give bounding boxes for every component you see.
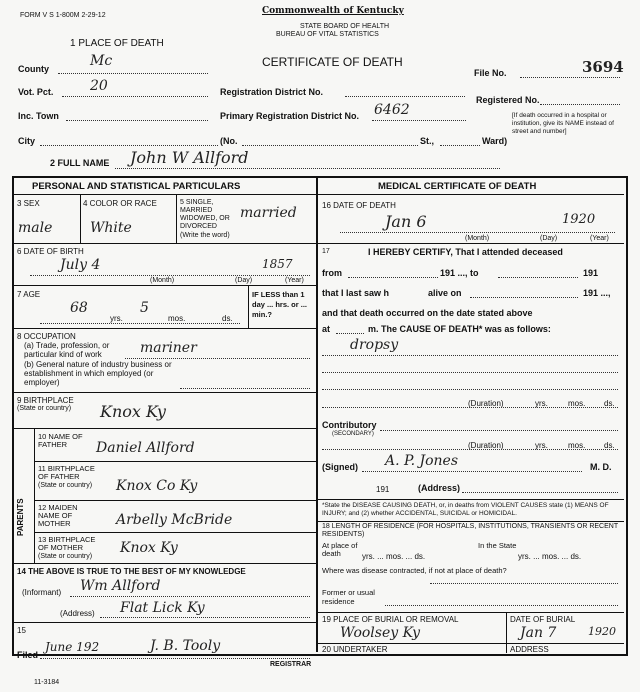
duration-yrs-label-2: yrs. — [535, 441, 548, 450]
mother-maiden-name-label: 12 MAIDEN NAME OF MOTHER — [38, 503, 78, 528]
informant-address-line — [100, 617, 310, 618]
death-year-label: (Year) — [590, 235, 609, 242]
residence-length-label: 18 LENGTH OF RESIDENCE (FOR HOSPITALS, INSTITUTIONS, TRANSIENTS OR RECENT RESIDENTS) — [322, 523, 618, 538]
marital-label: 5 SINGLE, MARRIED WIDOWED, OR DIVORCED — [180, 199, 230, 230]
to-year-suffix: 191 — [583, 268, 599, 278]
father-name-label: 10 NAME OF FATHER — [38, 432, 83, 449]
death-occurred-statement: and that death occurred on the date stated above — [322, 308, 533, 318]
occupation-label: 8 OCCUPATION — [17, 332, 76, 341]
physician-address-label: (Address) — [418, 483, 461, 493]
undertaker-address-label: ADDRESS — [510, 645, 549, 654]
disease-contracted-line — [430, 583, 618, 584]
if-less-than-day-label: IF LESS than 1 day ... hrs. or ... min.? — [252, 290, 308, 319]
rule-1 — [14, 243, 316, 244]
sex-color-divider — [80, 195, 81, 243]
rule-r5 — [318, 643, 624, 644]
age-years-value: 68 — [70, 300, 88, 316]
in-state-units: yrs. ... mos. ... ds. — [518, 552, 582, 561]
duration-label-2: (Duration) — [468, 441, 504, 450]
age-ds-label: ds. — [222, 314, 233, 323]
full-name-label: 2 FULL NAME — [50, 158, 110, 168]
ward-label: Ward) — [482, 136, 508, 146]
signed-label: (Signed) — [322, 462, 358, 472]
street-line — [242, 145, 418, 146]
death-date-value: Jan 6 — [385, 212, 427, 231]
certify-statement: I HEREBY CERTIFY, That I attended deceased — [368, 247, 563, 257]
at-label: at — [322, 324, 331, 334]
death-day-label: (Day) — [540, 235, 558, 242]
color-label: 4 COLOR OR RACE — [83, 199, 157, 208]
informant-value: Wm Allford — [80, 578, 161, 594]
file-no-line — [520, 77, 620, 78]
burial-place-value: Woolsey Ky — [340, 625, 421, 641]
parents-divider — [34, 429, 35, 564]
age-divider — [248, 286, 249, 328]
rule-4 — [14, 392, 316, 393]
rule-3 — [14, 328, 316, 329]
informant-address-label: (Address) — [60, 609, 95, 618]
death-year-value: 1920 — [562, 212, 596, 227]
medical-section-heading: MEDICAL CERTIFICATE OF DEATH — [378, 181, 537, 192]
physician-signature: A. P. Jones — [385, 453, 459, 469]
mother-birthplace-label: 13 BIRTHPLACE OF MOTHER — [38, 535, 96, 552]
burial-divider — [506, 613, 507, 653]
duration-label-1: (Duration) — [468, 399, 504, 408]
color-value: White — [90, 220, 132, 236]
father-birthplace-value: Knox Co Ky — [116, 478, 198, 494]
full-name-value: John W Allford — [130, 148, 249, 167]
secondary-label: (SECONDARY) — [332, 431, 374, 437]
filed-label: Filed — [17, 650, 39, 660]
at-place-of-death-label: At place of death — [322, 541, 358, 558]
former-residence-line — [385, 605, 618, 606]
birthplace-value: Knox Ky — [100, 402, 166, 421]
duration-line-1 — [322, 407, 618, 408]
in-state-label: In the State — [478, 541, 517, 550]
rule-10 — [14, 622, 316, 623]
certify-number: 17 — [322, 248, 330, 255]
occupation-b-line — [180, 388, 310, 389]
age-mos-label: mos. — [168, 314, 186, 323]
dob-month-label: (Month) — [150, 277, 175, 284]
mother-birthplace-value: Knox Ky — [120, 540, 178, 556]
full-name-line — [115, 168, 500, 169]
cause-line-2 — [322, 372, 618, 373]
to-line — [498, 277, 578, 278]
bureau-label: BUREAU OF VITAL STATISTICS — [276, 31, 379, 38]
footer-code: 11-3184 — [34, 679, 60, 686]
at-place-units: yrs. ... mos. ... ds. — [362, 552, 426, 561]
rule-2 — [14, 285, 316, 286]
cause-of-death-label: m. The CAUSE OF DEATH* was as follows: — [368, 324, 551, 334]
md-label: M. D. — [590, 462, 612, 472]
death-month-label: (Month) — [465, 235, 490, 242]
rule-r3 — [318, 521, 624, 522]
vot-pct-line — [62, 96, 208, 97]
section-header-rule — [14, 194, 624, 195]
cause-of-death-value: dropsy — [350, 337, 399, 353]
contributory-line — [380, 430, 618, 431]
sex-label: 3 SEX — [17, 199, 40, 208]
dob-year-value: 1857 — [262, 257, 293, 271]
physician-address-line — [462, 492, 618, 493]
primary-district-line — [372, 120, 466, 121]
file-no-value: 3694 — [582, 58, 624, 76]
duration-yrs-label-1: yrs. — [535, 399, 548, 408]
registration-district-label: Registration District No. — [220, 87, 324, 97]
rule-r4 — [318, 612, 624, 613]
registered-no-label: Registered No. — [476, 95, 540, 105]
color-marital-divider — [176, 195, 177, 243]
duration-mos-label-1: mos. — [568, 399, 586, 408]
registered-no-line — [540, 104, 620, 105]
registrar-label: REGISTRAR — [270, 661, 312, 668]
rule-7 — [35, 500, 316, 501]
place-of-death-heading: 1 PLACE OF DEATH — [70, 38, 164, 49]
informant-line — [70, 596, 310, 597]
father-name-value: Daniel Allford — [96, 440, 195, 456]
form-id: FORM V S 1-800M 2-29-12 — [20, 12, 106, 19]
duration-ds-label-1: ds. — [604, 399, 615, 408]
center-divider — [316, 178, 318, 652]
dob-label: 6 DATE OF BIRTH — [17, 247, 84, 256]
inc-town-label: Inc. Town — [18, 111, 59, 121]
filed-line — [40, 658, 310, 659]
county-label: County — [18, 64, 49, 74]
hospital-note: [If death occurred in a hospital or institution, give its NAME instead of street and number] — [512, 112, 614, 135]
rule-8 — [35, 532, 316, 533]
occupation-a-label: (a) Trade, profession, or particular kind of work — [24, 341, 110, 359]
last-saw-label: that I last saw h — [322, 288, 390, 298]
birthplace-note: (State or country) — [17, 405, 72, 412]
to-label: 191 ..., to — [440, 268, 479, 278]
city-line — [40, 145, 218, 146]
signed-line — [362, 471, 582, 472]
registrar-value: J. B. Tooly — [150, 638, 221, 654]
city-label: City — [18, 136, 36, 146]
birthplace-label: 9 BIRTHPLACE — [17, 396, 74, 405]
certificate-title: CERTIFICATE OF DEATH — [262, 55, 403, 69]
mother-birthplace-note: (State or country) — [38, 553, 93, 560]
ward-line — [440, 145, 480, 146]
informant-address-value: Flat Lick Ky — [120, 600, 205, 616]
cause-footnote: *State the DISEASE CAUSING DEATH, or, in deaths from VIOLENT CAUSES state (1) MEANS OF INJURY; and (2) whether ACCIDENTAL, SUICIDAL or HOMICIDAL. — [322, 502, 609, 517]
death-date-line — [340, 232, 615, 233]
alive-year-suffix: 191 ..., — [583, 288, 611, 298]
father-birthplace-note: (State or country) — [38, 482, 93, 489]
rule-9 — [14, 563, 316, 564]
personal-section-heading: PERSONAL AND STATISTICAL PARTICULARS — [32, 181, 241, 192]
age-label: 7 AGE — [17, 290, 41, 299]
former-residence-label: Former or usual residence — [322, 588, 375, 606]
street-number-label: (No. — [220, 136, 238, 146]
marital-value: married — [240, 205, 297, 221]
dob-day-label: (Day) — [235, 277, 253, 284]
informant-heading: 14 THE ABOVE IS TRUE TO THE BEST OF MY KNOWLEDGE — [17, 567, 246, 576]
state-board-label: STATE BOARD OF HEALTH — [300, 23, 390, 30]
undertaker-label: 20 UNDERTAKER — [322, 645, 388, 654]
age-line — [40, 323, 240, 324]
from-label: from — [322, 268, 342, 278]
burial-date-label: DATE OF BURIAL — [510, 615, 576, 624]
mother-maiden-name-value: Arbelly McBride — [116, 512, 233, 528]
burial-year-value: 1920 — [588, 625, 616, 638]
contributory-label: Contributory — [322, 420, 377, 430]
vot-pct-value: 20 — [90, 78, 108, 94]
age-yrs-label: yrs. — [110, 314, 123, 323]
filed-date-value: June 192 — [45, 640, 100, 654]
alive-on-label: alive on — [428, 288, 462, 298]
alive-on-line — [470, 297, 578, 298]
rule-6 — [35, 461, 316, 462]
burial-date-value: Jan 7 — [520, 625, 557, 641]
registration-district-line — [345, 96, 465, 97]
parents-label: PARENTS — [16, 498, 25, 536]
occupation-b-label: (b) General nature of industry business or establishment in which employed (or employer) — [24, 360, 172, 387]
cause-line-3 — [322, 389, 618, 390]
filed-number: 15 — [17, 626, 26, 635]
file-no-label: File No. — [474, 68, 507, 78]
inc-town-line — [66, 120, 208, 121]
duration-ds-label-2: ds. — [604, 441, 615, 450]
from-line — [348, 277, 438, 278]
duration-line-2 — [322, 449, 618, 450]
county-value: Mc — [90, 53, 113, 69]
burial-place-label: 19 PLACE OF BURIAL OR REMOVAL — [322, 615, 459, 624]
county-line — [58, 73, 208, 74]
age-months-value: 5 — [140, 300, 149, 316]
commonwealth-heading: Commonwealth of Kentucky — [262, 6, 404, 16]
signed-year-prefix: 191 — [376, 485, 390, 494]
at-line — [336, 333, 364, 334]
duration-mos-label-2: mos. — [568, 441, 586, 450]
occupation-a-line — [125, 358, 310, 359]
dob-value: July 4 — [60, 257, 101, 273]
vot-pct-label: Vot. Pct. — [18, 87, 54, 97]
primary-district-value: 6462 — [374, 102, 410, 118]
sex-value: male — [18, 220, 53, 236]
occupation-value: mariner — [140, 340, 197, 356]
street-label: St., — [420, 136, 435, 146]
cause-line-1 — [322, 355, 618, 356]
rule-r2 — [318, 499, 624, 500]
death-date-label: 16 DATE OF DEATH — [322, 201, 396, 210]
marital-note: (Write the word) — [180, 232, 230, 239]
rule-r1 — [318, 243, 624, 244]
father-birthplace-label: 11 BIRTHPLACE OF FATHER — [38, 464, 95, 481]
primary-district-label: Primary Registration District No. — [220, 111, 360, 121]
dob-year-label: (Year) — [285, 277, 304, 284]
disease-contracted-label: Where was disease contracted, if not at place of death? — [322, 566, 507, 575]
rule-5 — [14, 428, 316, 429]
informant-label: (Informant) — [22, 588, 62, 597]
